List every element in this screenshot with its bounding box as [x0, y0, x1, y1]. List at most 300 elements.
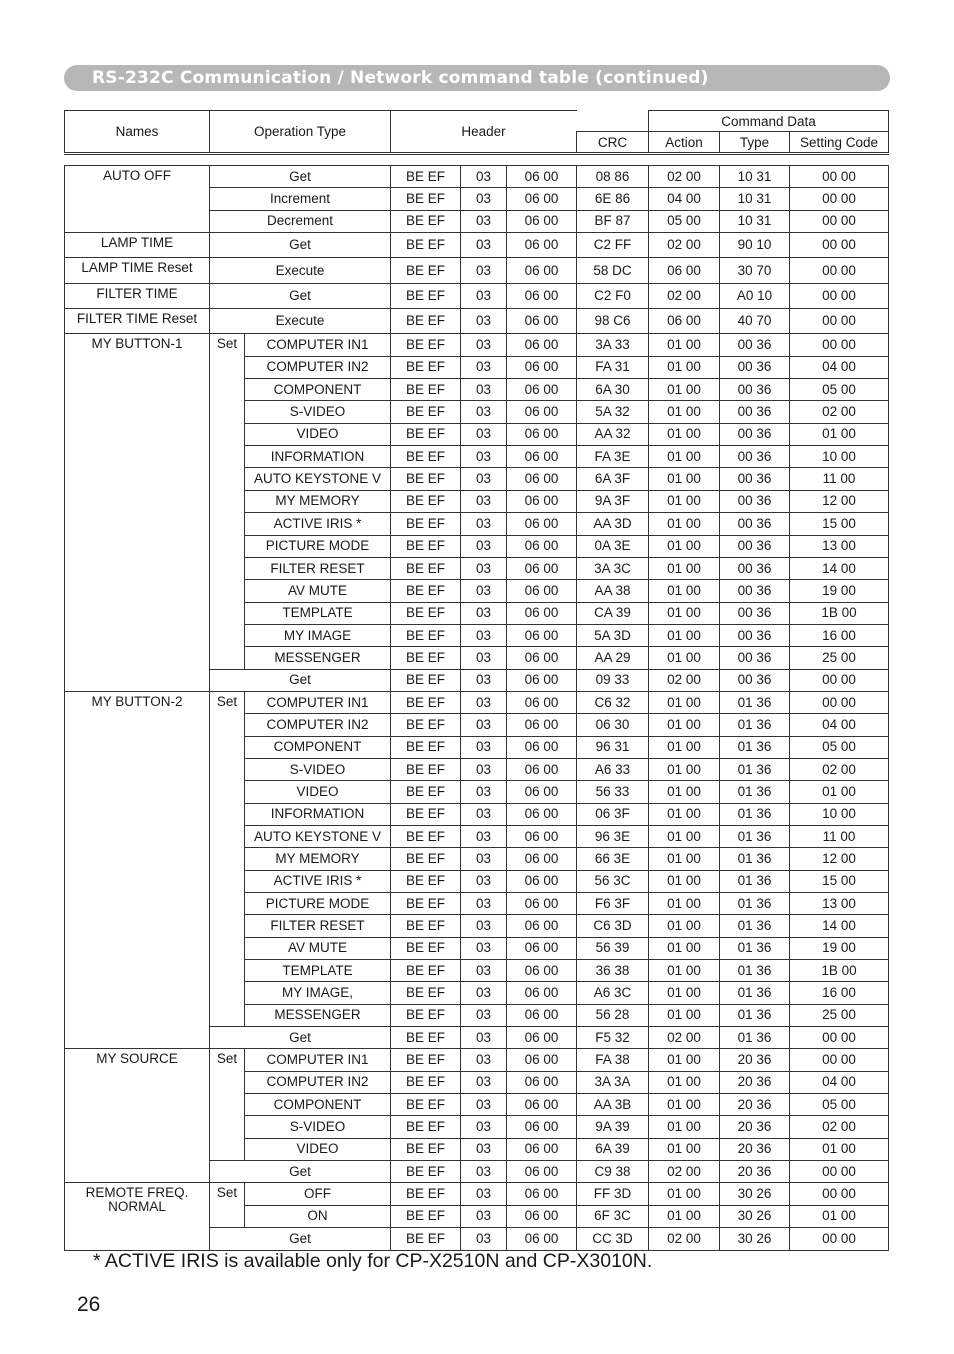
row-name: MY BUTTON-1 [91, 336, 183, 352]
header-byte-2: 03 [461, 758, 507, 780]
type-cell: 01 36 [720, 893, 790, 915]
header-byte-2: 03 [461, 1228, 507, 1250]
header-byte-3: 06 00 [507, 624, 577, 646]
header-byte-3: 06 00 [507, 1027, 577, 1049]
setting-code-cell: 1B 00 [790, 602, 889, 624]
table-row [65, 334, 889, 356]
crc-cell: A6 33 [577, 758, 649, 780]
operation-cell: MY MEMORY [245, 490, 391, 512]
crc-cell: A6 3C [577, 982, 649, 1004]
header-byte-1: BE EF [391, 513, 461, 535]
crc-cell: 9A 3F [577, 490, 649, 512]
row-name-cell [65, 283, 210, 308]
operation-cell: Get [210, 166, 391, 188]
header-byte-3: 06 00 [507, 356, 577, 378]
header-byte-3: 06 00 [507, 982, 577, 1004]
type-cell: 30 26 [720, 1228, 790, 1250]
type-cell: 01 36 [720, 736, 790, 758]
action-cell: 02 00 [649, 1027, 720, 1049]
crc-cell: 9A 39 [577, 1116, 649, 1138]
crc-cell: C9 38 [577, 1161, 649, 1183]
setting-code-cell: 00 00 [790, 1027, 889, 1049]
header-byte-2: 03 [461, 535, 507, 557]
setting-code-cell: 11 00 [790, 468, 889, 490]
type-cell: 30 26 [720, 1183, 790, 1205]
operation-cell: INFORMATION [245, 803, 391, 825]
setting-code-cell: 04 00 [790, 1071, 889, 1093]
crc-cell: BF 87 [577, 210, 649, 232]
header-byte-2: 03 [461, 166, 507, 188]
header-byte-1: BE EF [391, 893, 461, 915]
header-byte-2: 03 [461, 309, 507, 334]
header-byte-1: BE EF [391, 1071, 461, 1093]
operation-cell: Get [210, 669, 391, 691]
operation-cell: COMPUTER IN2 [245, 356, 391, 378]
table-row [65, 283, 889, 308]
row-name-cell [65, 1183, 210, 1250]
row-name: NORMAL [108, 1199, 166, 1215]
action-cell: 01 00 [649, 423, 720, 445]
col-header-operation-type: Operation Type [210, 111, 391, 154]
action-cell: 01 00 [649, 1205, 720, 1227]
setting-code-cell: 16 00 [790, 624, 889, 646]
header-byte-3: 06 00 [507, 446, 577, 468]
header-byte-2: 03 [461, 468, 507, 490]
table-row [65, 166, 889, 188]
header-byte-2: 03 [461, 714, 507, 736]
header-byte-1: BE EF [391, 258, 461, 283]
table-row [65, 309, 889, 334]
action-cell: 05 00 [649, 210, 720, 232]
type-cell: 20 36 [720, 1094, 790, 1116]
crc-cell: AA 38 [577, 580, 649, 602]
type-cell: 01 36 [720, 937, 790, 959]
action-cell: 01 00 [649, 1004, 720, 1026]
operation-cell: COMPONENT [245, 1094, 391, 1116]
crc-cell: 96 3E [577, 825, 649, 847]
type-cell: 01 36 [720, 848, 790, 870]
set-label: Set [210, 691, 245, 1026]
operation-cell: TEMPLATE [245, 602, 391, 624]
header-byte-3: 06 00 [507, 714, 577, 736]
header-byte-1: BE EF [391, 309, 461, 334]
type-cell: 01 36 [720, 870, 790, 892]
header-byte-3: 06 00 [507, 781, 577, 803]
setting-code-cell: 00 00 [790, 233, 889, 258]
header-byte-3: 06 00 [507, 870, 577, 892]
header-byte-1: BE EF [391, 915, 461, 937]
type-cell: 01 36 [720, 982, 790, 1004]
type-cell: 01 36 [720, 1004, 790, 1026]
operation-cell: AUTO KEYSTONE V [245, 825, 391, 847]
header-byte-1: BE EF [391, 1049, 461, 1071]
operation-cell: PICTURE MODE [245, 893, 391, 915]
operation-cell: Execute [210, 309, 391, 334]
header-byte-2: 03 [461, 669, 507, 691]
setting-code-cell: 14 00 [790, 915, 889, 937]
col-header-names: Names [65, 111, 210, 154]
action-cell: 01 00 [649, 803, 720, 825]
setting-code-cell: 14 00 [790, 557, 889, 579]
operation-cell: ACTIVE IRIS * [245, 513, 391, 535]
crc-cell: 3A 33 [577, 334, 649, 356]
header-byte-3: 06 00 [507, 166, 577, 188]
section-title: RS-232C Communication / Network command table (continued) [92, 68, 709, 88]
type-cell: 00 36 [720, 401, 790, 423]
header-byte-1: BE EF [391, 647, 461, 669]
operation-cell: S-VIDEO [245, 1116, 391, 1138]
setting-code-cell: 12 00 [790, 490, 889, 512]
header-byte-1: BE EF [391, 535, 461, 557]
header-byte-3: 06 00 [507, 915, 577, 937]
header-byte-2: 03 [461, 1071, 507, 1093]
crc-cell: C6 3D [577, 915, 649, 937]
header-byte-1: BE EF [391, 937, 461, 959]
action-cell: 02 00 [649, 1161, 720, 1183]
action-cell: 02 00 [649, 669, 720, 691]
action-cell: 01 00 [649, 535, 720, 557]
header-byte-2: 03 [461, 513, 507, 535]
crc-cell: CA 39 [577, 602, 649, 624]
header-byte-1: BE EF [391, 669, 461, 691]
setting-code-cell: 02 00 [790, 758, 889, 780]
type-cell: 90 10 [720, 233, 790, 258]
header-byte-1: BE EF [391, 166, 461, 188]
table-row [65, 1183, 889, 1205]
type-cell: 10 31 [720, 188, 790, 210]
setting-code-cell: 00 00 [790, 1161, 889, 1183]
type-cell: 01 36 [720, 714, 790, 736]
type-cell: 01 36 [720, 758, 790, 780]
header-byte-2: 03 [461, 1116, 507, 1138]
crc-cell: 6E 86 [577, 188, 649, 210]
crc-cell: F5 32 [577, 1027, 649, 1049]
type-cell: 01 36 [720, 915, 790, 937]
action-cell: 01 00 [649, 602, 720, 624]
header-byte-3: 06 00 [507, 468, 577, 490]
header-byte-2: 03 [461, 781, 507, 803]
setting-code-cell: 04 00 [790, 714, 889, 736]
header-byte-3: 06 00 [507, 1183, 577, 1205]
setting-code-cell: 05 00 [790, 1094, 889, 1116]
header-byte-3: 06 00 [507, 233, 577, 258]
row-name: MY SOURCE [96, 1051, 178, 1067]
header-byte-2: 03 [461, 1205, 507, 1227]
setting-code-cell: 25 00 [790, 1004, 889, 1026]
setting-code-cell: 19 00 [790, 580, 889, 602]
crc-cell: 6A 3F [577, 468, 649, 490]
crc-cell: 56 39 [577, 937, 649, 959]
type-cell: 00 36 [720, 513, 790, 535]
header-byte-2: 03 [461, 602, 507, 624]
action-cell: 01 00 [649, 1094, 720, 1116]
header-byte-2: 03 [461, 283, 507, 308]
header-byte-2: 03 [461, 446, 507, 468]
crc-cell: 36 38 [577, 960, 649, 982]
crc-cell: FA 3E [577, 446, 649, 468]
action-cell: 02 00 [649, 1228, 720, 1250]
header-byte-2: 03 [461, 1161, 507, 1183]
header-byte-1: BE EF [391, 210, 461, 232]
action-cell: 01 00 [649, 513, 720, 535]
col-header-header: Header [391, 111, 577, 154]
header-byte-3: 06 00 [507, 736, 577, 758]
header-byte-1: BE EF [391, 188, 461, 210]
action-cell: 01 00 [649, 691, 720, 713]
crc-cell: 56 33 [577, 781, 649, 803]
set-label: Set [210, 1183, 245, 1228]
row-name-cell [65, 309, 210, 334]
col-header-setting-code: Setting Code [790, 132, 889, 154]
action-cell: 01 00 [649, 1116, 720, 1138]
header-byte-1: BE EF [391, 1228, 461, 1250]
header-byte-3: 06 00 [507, 602, 577, 624]
setting-code-cell: 15 00 [790, 870, 889, 892]
type-cell: 00 36 [720, 557, 790, 579]
operation-cell: Get [210, 1027, 391, 1049]
crc-cell: 58 DC [577, 258, 649, 283]
type-cell: 20 36 [720, 1161, 790, 1183]
operation-cell: AUTO KEYSTONE V [245, 468, 391, 490]
header-byte-3: 06 00 [507, 557, 577, 579]
type-cell: 40 70 [720, 309, 790, 334]
crc-cell: 66 3E [577, 848, 649, 870]
header-byte-1: BE EF [391, 580, 461, 602]
header-byte-3: 06 00 [507, 803, 577, 825]
operation-cell: OFF [245, 1183, 391, 1205]
crc-cell: 5A 3D [577, 624, 649, 646]
crc-cell: 08 86 [577, 166, 649, 188]
type-cell: 20 36 [720, 1138, 790, 1160]
header-byte-1: BE EF [391, 1183, 461, 1205]
setting-code-cell: 00 00 [790, 691, 889, 713]
header-byte-3: 06 00 [507, 258, 577, 283]
operation-cell: AV MUTE [245, 580, 391, 602]
type-cell: 10 31 [720, 210, 790, 232]
crc-cell: FA 31 [577, 356, 649, 378]
header-byte-2: 03 [461, 893, 507, 915]
header-byte-3: 06 00 [507, 893, 577, 915]
setting-code-cell: 25 00 [790, 647, 889, 669]
crc-cell: CC 3D [577, 1228, 649, 1250]
setting-code-cell: 00 00 [790, 1049, 889, 1071]
setting-code-cell: 05 00 [790, 379, 889, 401]
operation-cell: COMPUTER IN1 [245, 1049, 391, 1071]
col-header-crc: CRC [577, 132, 649, 154]
header-byte-1: BE EF [391, 870, 461, 892]
col-header-action: Action [649, 132, 720, 154]
type-cell: 00 36 [720, 535, 790, 557]
crc-cell: 96 31 [577, 736, 649, 758]
type-cell: 00 36 [720, 647, 790, 669]
action-cell: 01 00 [649, 960, 720, 982]
crc-cell: F6 3F [577, 893, 649, 915]
header-byte-1: BE EF [391, 1205, 461, 1227]
setting-code-cell: 01 00 [790, 423, 889, 445]
action-cell: 01 00 [649, 624, 720, 646]
header-byte-2: 03 [461, 1138, 507, 1160]
header-byte-1: BE EF [391, 283, 461, 308]
setting-code-cell: 02 00 [790, 1116, 889, 1138]
action-cell: 01 00 [649, 982, 720, 1004]
header-byte-3: 06 00 [507, 691, 577, 713]
action-cell: 01 00 [649, 937, 720, 959]
setting-code-cell: 00 00 [790, 309, 889, 334]
operation-cell: MESSENGER [245, 1004, 391, 1026]
operation-cell: Get [210, 1228, 391, 1250]
header-byte-2: 03 [461, 982, 507, 1004]
header-byte-3: 06 00 [507, 490, 577, 512]
header-byte-2: 03 [461, 423, 507, 445]
operation-cell: Execute [210, 258, 391, 283]
header-byte-2: 03 [461, 803, 507, 825]
crc-cell: 6A 30 [577, 379, 649, 401]
row-name-cell [65, 258, 210, 283]
operation-cell: MY IMAGE [245, 624, 391, 646]
header-byte-1: BE EF [391, 960, 461, 982]
header-byte-1: BE EF [391, 1094, 461, 1116]
header-byte-3: 06 00 [507, 647, 577, 669]
crc-cell: 6A 39 [577, 1138, 649, 1160]
action-cell: 01 00 [649, 758, 720, 780]
operation-cell: Increment [210, 188, 391, 210]
setting-code-cell: 02 00 [790, 401, 889, 423]
header-byte-1: BE EF [391, 557, 461, 579]
operation-cell: COMPUTER IN2 [245, 1071, 391, 1093]
type-cell: 00 36 [720, 379, 790, 401]
setting-code-cell: 13 00 [790, 893, 889, 915]
crc-cell: C2 F0 [577, 283, 649, 308]
setting-code-cell: 00 00 [790, 283, 889, 308]
row-name: REMOTE FREQ. [85, 1185, 189, 1201]
operation-cell: Get [210, 233, 391, 258]
header-byte-1: BE EF [391, 691, 461, 713]
type-cell: 00 36 [720, 602, 790, 624]
header-byte-1: BE EF [391, 379, 461, 401]
action-cell: 01 00 [649, 1049, 720, 1071]
crc-cell: 56 3C [577, 870, 649, 892]
crc-cell: C6 32 [577, 691, 649, 713]
setting-code-cell: 15 00 [790, 513, 889, 535]
type-cell: 01 36 [720, 1027, 790, 1049]
operation-cell: TEMPLATE [245, 960, 391, 982]
header-byte-1: BE EF [391, 490, 461, 512]
action-cell: 01 00 [649, 490, 720, 512]
header-byte-2: 03 [461, 1027, 507, 1049]
table-row [65, 258, 889, 283]
header-byte-1: BE EF [391, 825, 461, 847]
action-cell: 01 00 [649, 915, 720, 937]
type-cell: 01 36 [720, 781, 790, 803]
header-byte-2: 03 [461, 401, 507, 423]
row-name: LAMP TIME [100, 235, 174, 251]
crc-cell: 3A 3A [577, 1071, 649, 1093]
header-byte-2: 03 [461, 1049, 507, 1071]
header-byte-2: 03 [461, 915, 507, 937]
action-cell: 04 00 [649, 188, 720, 210]
header-byte-1: BE EF [391, 1161, 461, 1183]
header-byte-3: 06 00 [507, 283, 577, 308]
action-cell: 01 00 [649, 1183, 720, 1205]
header-byte-1: BE EF [391, 624, 461, 646]
header-byte-2: 03 [461, 334, 507, 356]
header-byte-2: 03 [461, 691, 507, 713]
setting-code-cell: 00 00 [790, 210, 889, 232]
row-name-cell [65, 233, 210, 258]
header-byte-3: 06 00 [507, 1161, 577, 1183]
header-byte-2: 03 [461, 624, 507, 646]
action-cell: 02 00 [649, 283, 720, 308]
crc-cell: AA 3B [577, 1094, 649, 1116]
header-byte-1: BE EF [391, 848, 461, 870]
operation-cell: AV MUTE [245, 937, 391, 959]
operation-cell: Get [210, 283, 391, 308]
header-byte-2: 03 [461, 825, 507, 847]
action-cell: 01 00 [649, 401, 720, 423]
header-byte-1: BE EF [391, 1004, 461, 1026]
type-cell: 01 36 [720, 825, 790, 847]
type-cell: 30 26 [720, 1205, 790, 1227]
row-name-cell [65, 1049, 210, 1183]
header-byte-2: 03 [461, 258, 507, 283]
header-byte-2: 03 [461, 1004, 507, 1026]
action-cell: 01 00 [649, 557, 720, 579]
action-cell: 01 00 [649, 647, 720, 669]
header-byte-2: 03 [461, 490, 507, 512]
action-cell: 01 00 [649, 825, 720, 847]
action-cell: 01 00 [649, 334, 720, 356]
header-byte-1: BE EF [391, 1138, 461, 1160]
type-cell: 00 36 [720, 423, 790, 445]
header-byte-3: 06 00 [507, 1228, 577, 1250]
table-row [65, 1049, 889, 1071]
row-name-cell [65, 334, 210, 692]
row-name: MY BUTTON-2 [91, 693, 183, 709]
section-title-banner [64, 65, 890, 91]
table-row [65, 691, 889, 713]
header-byte-2: 03 [461, 960, 507, 982]
header-byte-2: 03 [461, 210, 507, 232]
setting-code-cell: 12 00 [790, 848, 889, 870]
header-byte-3: 06 00 [507, 960, 577, 982]
setting-code-cell: 13 00 [790, 535, 889, 557]
header-byte-1: BE EF [391, 602, 461, 624]
type-cell: A0 10 [720, 283, 790, 308]
operation-cell: ACTIVE IRIS * [245, 870, 391, 892]
header-byte-1: BE EF [391, 1027, 461, 1049]
row-name: AUTO OFF [102, 168, 171, 183]
setting-code-cell: 00 00 [790, 334, 889, 356]
operation-cell: COMPONENT [245, 379, 391, 401]
header-byte-1: BE EF [391, 233, 461, 258]
action-cell: 02 00 [649, 166, 720, 188]
type-cell: 20 36 [720, 1116, 790, 1138]
crc-cell: AA 3D [577, 513, 649, 535]
header-byte-3: 06 00 [507, 334, 577, 356]
header-byte-1: BE EF [391, 334, 461, 356]
set-label: Set [210, 334, 245, 669]
set-label: Set [210, 1049, 245, 1161]
action-cell: 01 00 [649, 356, 720, 378]
row-name: FILTER TIME [96, 285, 178, 301]
footnote: * ACTIVE IRIS is available only for CP-X2510N and CP-X3010N. [93, 1250, 653, 1272]
operation-cell: COMPUTER IN2 [245, 714, 391, 736]
type-cell: 00 36 [720, 446, 790, 468]
header-byte-3: 06 00 [507, 580, 577, 602]
header-byte-2: 03 [461, 188, 507, 210]
action-cell: 01 00 [649, 446, 720, 468]
action-cell: 01 00 [649, 1071, 720, 1093]
